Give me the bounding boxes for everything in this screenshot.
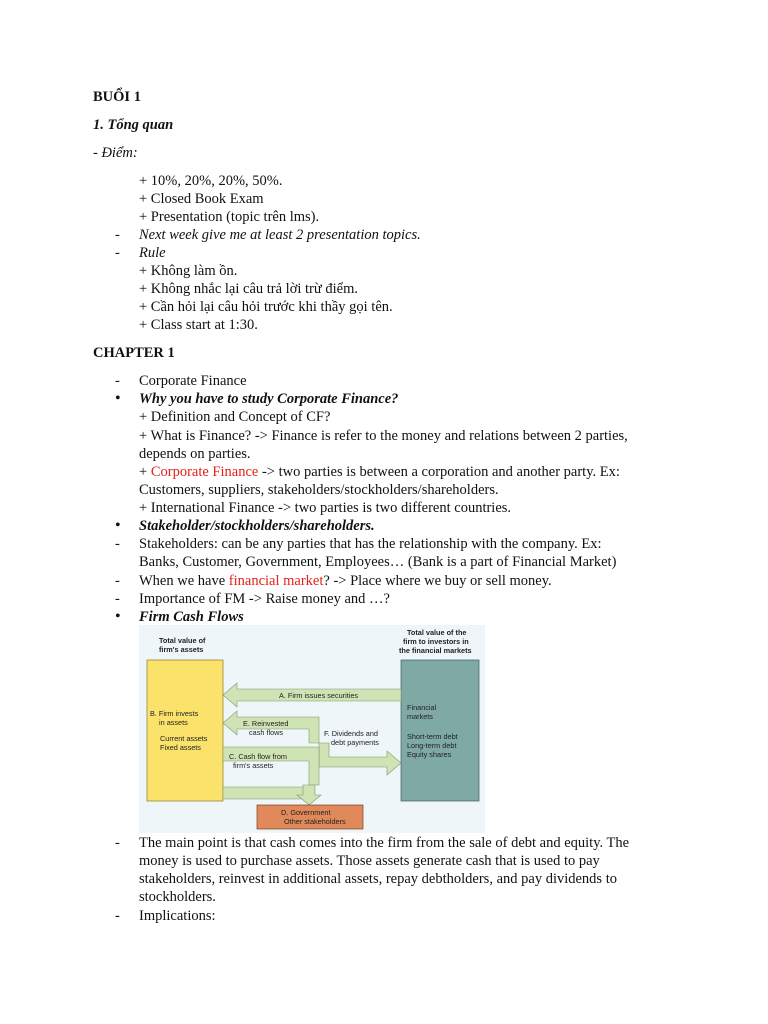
bullet-marker: •	[115, 390, 121, 407]
what-is-finance-line: + What is Finance? -> Finance is refer to the money and relations between 2 parties,	[139, 428, 628, 444]
dash-marker: -	[115, 591, 120, 607]
firm-asset-item: Current assets	[160, 734, 208, 743]
firm-cash-flows-diagram	[139, 625, 485, 833]
left-title-line: Total value of	[159, 636, 206, 645]
grading-line: + Closed Book Exam	[139, 191, 264, 207]
right-title-line: firm to investors in	[403, 637, 469, 646]
main-point-line: money is used to purchase assets. Those assets generate cash that is used to pay	[139, 853, 600, 869]
chapter-heading: CHAPTER 1	[93, 345, 175, 361]
fm-highlight: financial market	[228, 573, 324, 589]
arrow-e-label: cash flows	[249, 728, 284, 737]
financial-markets-box	[401, 660, 479, 801]
dash-marker: -	[115, 536, 120, 552]
fm-box-label: markets	[407, 712, 433, 721]
grade-label: - Điểm:	[93, 145, 138, 161]
main-point-line: stakeholders, reinvest in additional assets, repay debtholders, and pay dividends to	[139, 871, 617, 887]
bullet-marker: •	[115, 517, 121, 534]
arrow-e-label: E. Reinvested	[243, 719, 289, 728]
stakeholder-definition: Stakeholders: can be any parties that has the relationship with the company. Ex:	[139, 536, 602, 552]
arrow-f-label: debt payments	[331, 738, 379, 747]
cf-highlight: Corporate Finance	[150, 464, 259, 480]
fm-item: Short-term debt	[407, 732, 458, 741]
definition-line: + Definition and Concept of CF?	[139, 409, 331, 425]
gov-box-label: D. Government	[281, 808, 331, 817]
left-title-line: firm's assets	[159, 645, 204, 654]
bullet-marker: •	[115, 608, 121, 625]
fm-item: Long-term debt	[407, 741, 457, 750]
international-finance-line: + International Finance -> two parties is two different countries.	[139, 500, 512, 516]
right-title-line: Total value of the	[407, 628, 467, 637]
firm-cash-flows-item: Firm Cash Flows	[139, 609, 244, 625]
firm-asset-item: Fixed assets	[160, 743, 201, 752]
arrow-c-label: firm's assets	[233, 761, 274, 770]
dash-marker: -	[115, 835, 120, 851]
firm-box-label: B. Firm invests	[150, 709, 199, 718]
cf-prefix: +	[139, 464, 151, 480]
fm-rest: ? -> Place where we buy or sell money.	[323, 573, 552, 589]
fm-box-label: Financial	[407, 703, 437, 712]
rule-line: + Class start at 1:30.	[139, 317, 258, 333]
section-title: 1. Tổng quan	[93, 117, 174, 133]
implications-line: Implications:	[139, 908, 216, 924]
why-study-item: Why you have to study Corporate Finance?	[139, 391, 399, 407]
corporate-finance-item: Corporate Finance	[139, 373, 247, 389]
firm-assets-box	[147, 660, 223, 801]
rule-label: Rule	[139, 245, 166, 261]
dash-marker: -	[115, 373, 120, 389]
next-week-note: Next week give me at least 2 presentation topics.	[139, 227, 421, 243]
rule-line: + Không làm ồn.	[139, 263, 238, 279]
dash-marker: -	[115, 908, 120, 924]
corporate-finance-cont: Customers, suppliers, stakeholders/stockholders/shareholders.	[139, 482, 499, 498]
arrow-f-label: F. Dividends and	[324, 729, 378, 738]
arrow-c-label: C. Cash flow from	[229, 752, 287, 761]
session-heading: BUỔI 1	[93, 89, 141, 105]
arrow-a-label: A. Firm issues securities	[279, 691, 359, 700]
firm-box-label: in assets	[159, 718, 188, 727]
corporate-finance-line	[139, 463, 620, 481]
financial-market-line	[139, 572, 552, 590]
main-point-line: stockholders.	[139, 889, 216, 905]
gov-box-label: Other stakeholders	[284, 817, 346, 826]
dash-marker: -	[115, 245, 120, 261]
rule-line: + Không nhắc lại câu trả lời trừ điểm.	[139, 281, 358, 297]
importance-line: Importance of FM -> Raise money and …?	[139, 591, 390, 607]
grading-line: + 10%, 20%, 20%, 50%.	[139, 173, 283, 189]
dash-marker: -	[115, 573, 120, 589]
dash-marker: -	[115, 227, 120, 243]
right-title-line: the financial markets	[399, 646, 472, 655]
cf-rest: -> two parties is between a corporation and another party. Ex:	[258, 464, 620, 480]
grading-line: + Presentation (topic trên lms).	[139, 209, 320, 225]
stakeholder-definition-cont: Banks, Customer, Government, Employees… (Bank is a part of Financial Market)	[139, 554, 617, 570]
main-point-line: The main point is that cash comes into the firm from the sale of debt and equity. The	[139, 835, 630, 851]
fm-prefix: When we have	[139, 573, 229, 589]
fm-item: Equity shares	[407, 750, 452, 759]
stakeholder-item: Stakeholder/stockholders/shareholders.	[139, 518, 375, 534]
rule-line: + Cần hỏi lại câu hỏi trước khi thầy gọi tên.	[139, 299, 393, 315]
what-is-finance-cont: depends on parties.	[139, 446, 251, 462]
